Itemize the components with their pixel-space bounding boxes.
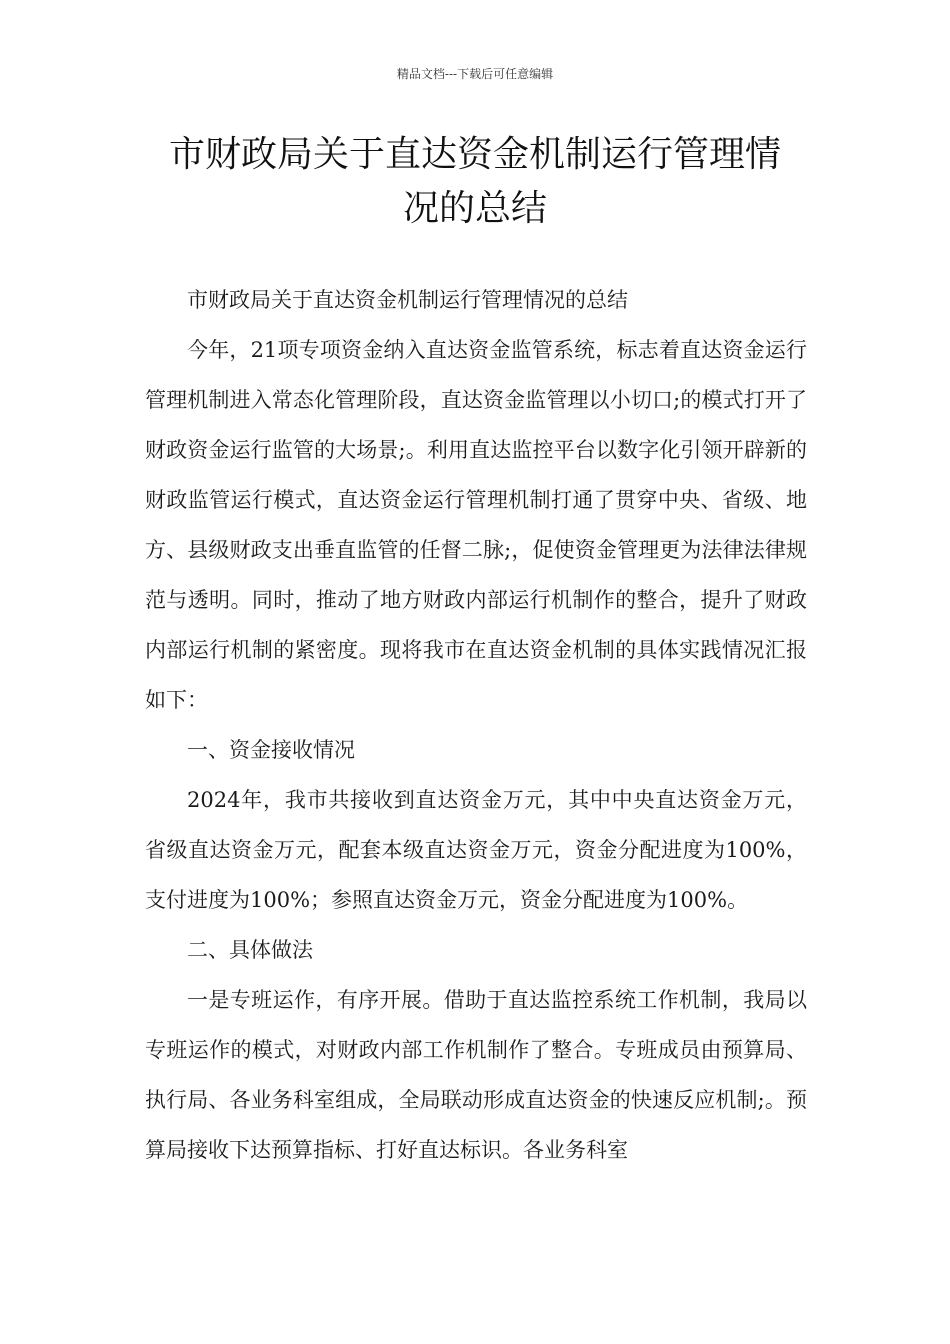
document-title-line-2: 况的总结	[402, 188, 547, 229]
paragraph-subtitle: 市财政局关于直达资金机制运行管理情况的总结	[187, 288, 628, 312]
document-title-line-1: 市财政局关于直达资金机制运行管理情	[168, 134, 781, 175]
document-title	[120, 128, 830, 236]
document-body	[145, 275, 807, 1175]
section-heading-practices: 二、具体做法	[187, 938, 313, 962]
section-heading-fund-receipt: 一、资金接收情况	[187, 738, 355, 762]
header-note: 精品文档---下载后可任意编辑	[396, 67, 554, 81]
paragraph-practices: 一是专班运作，有序开展。借助于直达监控系统工作机制，我局以专班运作的模式，对财政内部工作机制作了整合。专班成员由预算局、执行局、各业务科室组成，全局联动形成直达资金的快速反应机制;。预算局接收下达预算指标、打好直达标识。各业务科室	[145, 988, 807, 1162]
paragraph-fund-receipt: 2024年，我市共接收到直达资金万元，其中中央直达资金万元，省级直达资金万元，配套本级直达资金万元，资金分配进度为100%，支付进度为100%；参照直达资金万元，资金分配进度为100%。	[145, 788, 807, 912]
paragraph-intro: 今年，21项专项资金纳入直达资金监管系统，标志着直达资金运行管理机制进入常态化管理阶段，直达资金监管理以小切口;的模式打开了财政资金运行监管的大场景;。利用直达监控平台以数字化引领开辟新的财政监管运行模式，直达资金运行管理机制打通了贯穿中央、省级、地方、县级财政支出垂直监管的任督二脉;，促使资金管理更为法律法律规范与透明。同时，推动了地方财政内部运行机制作的整合，提升了财政内部运行机制的紧密度。现将我市在直达资金机制的具体实践情况汇报如下：	[145, 338, 807, 712]
